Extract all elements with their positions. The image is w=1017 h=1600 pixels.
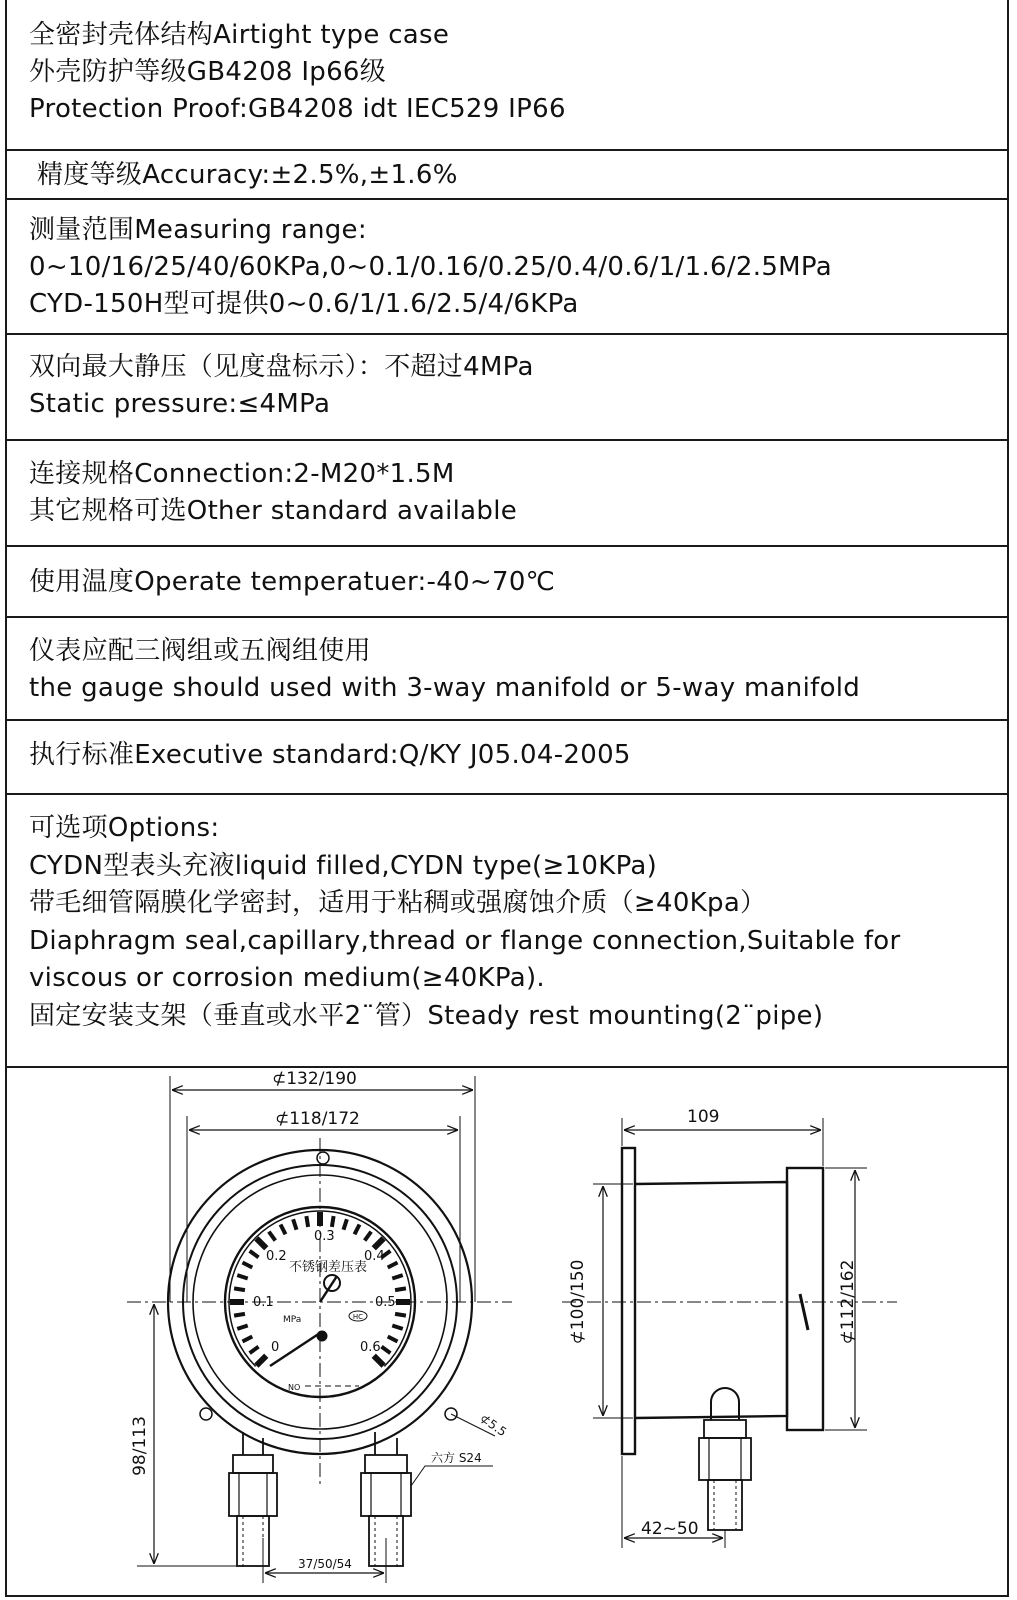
spec-line: 全密封壳体结构Airtight type case bbox=[29, 20, 450, 50]
scale-label: 0.1 bbox=[253, 1295, 274, 1310]
side-port-dome bbox=[711, 1388, 739, 1420]
dimension-drawing-svg bbox=[7, 1068, 1007, 1595]
scale-label: 0.6 bbox=[360, 1340, 381, 1355]
scale-label: 0.3 bbox=[314, 1229, 335, 1244]
side-flange-plate bbox=[622, 1148, 635, 1454]
height-label: 98/113 bbox=[130, 1416, 150, 1476]
spec-row-connection bbox=[7, 441, 1007, 547]
left-thread-lines bbox=[243, 1516, 263, 1566]
minor-tick bbox=[395, 1288, 406, 1290]
side-thread-lines bbox=[714, 1480, 736, 1530]
front-view bbox=[127, 1076, 512, 1583]
minor-tick bbox=[250, 1347, 259, 1353]
spec-line: 外壳防护等级GB4208 Ip66级 bbox=[29, 57, 387, 87]
spec-line: 双向最大静压（见度盘标示）：不超过4MPa bbox=[29, 352, 534, 382]
spec-line: 带毛细管隔膜化学密封，适用于粘稠或强腐蚀介质（≥40Kpa） bbox=[29, 888, 767, 918]
minor-tick bbox=[242, 1337, 252, 1342]
mounting-hole-icon bbox=[200, 1408, 212, 1420]
left-hex-flats bbox=[239, 1473, 267, 1516]
right-hex-flats bbox=[371, 1473, 401, 1516]
spec-line: CYDN型表头充液liquid filled,CYDN type(≥10KPa) bbox=[29, 850, 658, 881]
minor-tick bbox=[269, 1232, 275, 1241]
side-hex-flats bbox=[709, 1438, 741, 1480]
spec-line: 使用温度Operate temperatuer:-40~70℃ bbox=[29, 567, 556, 597]
minor-tick bbox=[392, 1325, 402, 1328]
side-view-labels bbox=[568, 1107, 858, 1539]
minor-tick bbox=[237, 1275, 247, 1278]
port-spacing-label: 37/50/54 bbox=[298, 1557, 352, 1571]
port-offset-label: 42~50 bbox=[641, 1519, 699, 1539]
spec-line: 可选项Options: bbox=[29, 813, 220, 843]
hex-leader-line bbox=[411, 1466, 493, 1486]
depth-label: 109 bbox=[687, 1107, 720, 1127]
dial-unit: MPa bbox=[283, 1315, 302, 1325]
body-diameter-label: ⊄100/150 bbox=[568, 1259, 588, 1345]
side-thread bbox=[708, 1480, 742, 1530]
scale-label: 0.4 bbox=[364, 1249, 385, 1264]
dial-hc-mark: HC bbox=[352, 1313, 364, 1321]
spec-line: 测量范围Measuring range: bbox=[29, 215, 367, 245]
left-fitting-collar bbox=[233, 1455, 273, 1473]
minor-tick bbox=[388, 1263, 398, 1268]
spec-line: Static pressure:≤4MPa bbox=[29, 389, 331, 419]
inner-diameter-label: ⊄118/172 bbox=[275, 1109, 360, 1129]
major-tick bbox=[374, 1238, 384, 1248]
minor-tick bbox=[395, 1314, 406, 1316]
minor-tick bbox=[388, 1337, 398, 1342]
spec-row-options bbox=[7, 795, 1007, 1068]
spec-line: Protection Proof:GB4208 idt IEC529 IP66 bbox=[29, 94, 566, 124]
technical-drawing bbox=[7, 1068, 1011, 1595]
scale-label: 0.2 bbox=[266, 1249, 287, 1264]
bezel-diameter-label: ⊄112/162 bbox=[838, 1259, 858, 1345]
minor-tick bbox=[281, 1224, 286, 1234]
spec-row-case bbox=[7, 0, 1007, 151]
outer-diameter-label: ⊄132/190 bbox=[272, 1069, 357, 1089]
spec-line: 仪表应配三阀组或五阀组使用 bbox=[29, 636, 371, 666]
minor-tick bbox=[306, 1216, 308, 1227]
spec-line: the gauge should used with 3-way manifold or 5-way manifold bbox=[29, 673, 861, 703]
needle-pivot-icon bbox=[317, 1331, 327, 1341]
side-hex-nut bbox=[699, 1438, 751, 1480]
minor-tick bbox=[237, 1325, 247, 1328]
scale-label: 0.5 bbox=[375, 1295, 396, 1310]
minor-tick bbox=[234, 1314, 245, 1316]
hex-size-label: 六方 S24 bbox=[431, 1451, 482, 1465]
scale-label: 0 bbox=[271, 1340, 280, 1355]
dial-serial: NO bbox=[288, 1383, 301, 1392]
spec-row-standard bbox=[7, 721, 1007, 795]
minor-tick bbox=[392, 1275, 402, 1278]
minor-tick bbox=[332, 1216, 334, 1227]
gauge-needle-pointer bbox=[320, 1276, 337, 1302]
spec-line: 其它规格可选Other standard available bbox=[29, 496, 518, 526]
spec-row-temperature bbox=[7, 547, 1007, 618]
minor-tick bbox=[355, 1224, 360, 1234]
spec-line: viscous or corrosion medium(≥40KPa). bbox=[29, 963, 545, 993]
spec-row-static-pressure bbox=[7, 335, 1007, 441]
side-body bbox=[635, 1182, 787, 1418]
major-tick bbox=[374, 1356, 384, 1366]
spec-sheet bbox=[5, 0, 1009, 1597]
spec-line: CYD-150H型可提供0~0.6/1/1.6/2.5/4/6KPa bbox=[29, 289, 579, 319]
spec-row-range bbox=[7, 200, 1007, 335]
side-window-mark bbox=[800, 1294, 808, 1330]
minor-tick bbox=[343, 1219, 346, 1229]
spec-row-accuracy bbox=[7, 151, 1007, 200]
spec-row-manifold bbox=[7, 618, 1007, 721]
minor-tick bbox=[250, 1251, 259, 1257]
spec-line: 连接规格Connection:2-M20*1.5M bbox=[29, 459, 455, 489]
spec-line: Diaphragm seal,capillary,thread or flange connection,Suitable for bbox=[29, 925, 901, 956]
right-fitting-collar bbox=[365, 1455, 407, 1473]
spec-line: 执行标准Executive standard:Q/KY J05.04-2005 bbox=[29, 740, 631, 770]
dial-title: 不锈钢差压表 bbox=[288, 1260, 368, 1275]
side-fitting-collar bbox=[704, 1420, 746, 1438]
hole-size-label: ⊄5.5 bbox=[477, 1410, 510, 1440]
minor-tick bbox=[234, 1288, 245, 1290]
side-bezel bbox=[787, 1168, 823, 1430]
minor-tick bbox=[242, 1263, 252, 1268]
left-thread bbox=[237, 1516, 269, 1566]
major-tick bbox=[256, 1238, 266, 1248]
left-hex-nut bbox=[229, 1473, 277, 1516]
mounting-hole-icon bbox=[317, 1152, 329, 1164]
minor-tick bbox=[365, 1232, 371, 1241]
spec-line: 0~10/16/25/40/60KPa,0~0.1/0.16/0.25/0.4/0.6/1/1.6/2.5MPa bbox=[29, 252, 832, 282]
spec-line: 固定安装支架（垂直或水平2¨管）Steady rest mounting(2¨pipe) bbox=[29, 1000, 824, 1031]
major-tick bbox=[256, 1356, 266, 1366]
minor-tick bbox=[381, 1347, 390, 1353]
minor-tick bbox=[293, 1219, 296, 1229]
right-hex-nut bbox=[361, 1473, 411, 1516]
spec-line: 精度等级Accuracy:±2.5%,±1.6% bbox=[37, 160, 458, 190]
